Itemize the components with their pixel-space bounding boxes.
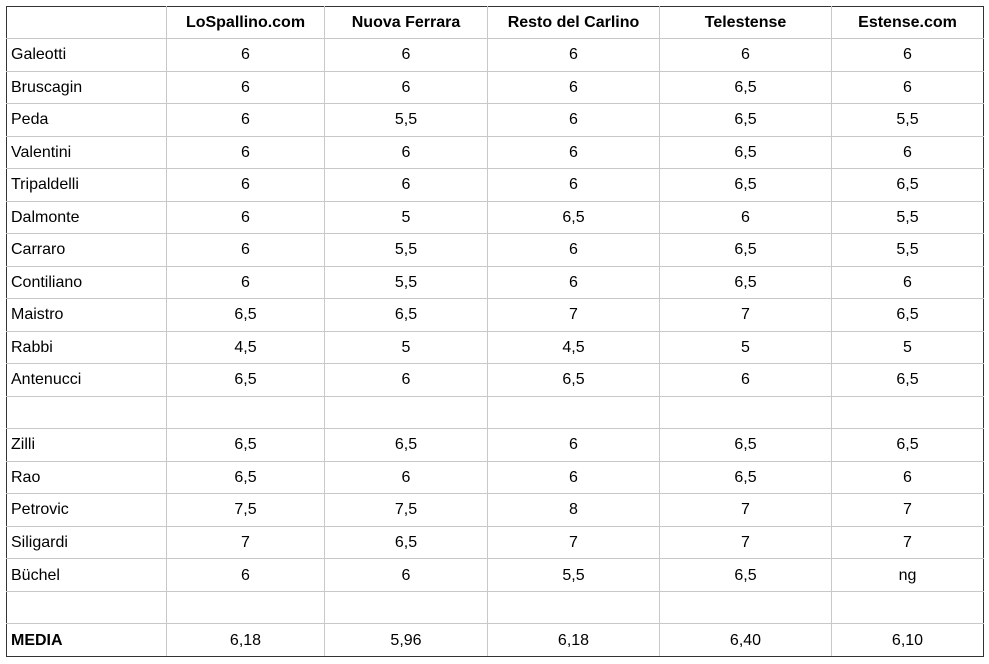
header-cell: Nuova Ferrara xyxy=(325,7,488,39)
rating-cell: 5,5 xyxy=(832,104,984,137)
table-row xyxy=(7,559,984,592)
rating-cell: 6,5 xyxy=(488,201,660,234)
player-name-cell: Dalmonte xyxy=(7,201,167,234)
rating-cell: 6 xyxy=(167,559,325,592)
rating-cell xyxy=(167,591,325,624)
table-row xyxy=(7,201,984,234)
rating-cell: 6 xyxy=(325,39,488,72)
rating-cell xyxy=(660,396,832,429)
rating-cell: 6,5 xyxy=(660,461,832,494)
table-row xyxy=(7,526,984,559)
rating-cell: 7 xyxy=(660,526,832,559)
header-cell: LoSpallino.com xyxy=(167,7,325,39)
rating-cell: 6 xyxy=(488,234,660,267)
rating-cell xyxy=(832,591,984,624)
rating-cell: 7 xyxy=(167,526,325,559)
player-name-cell: Valentini xyxy=(7,136,167,169)
rating-cell xyxy=(488,396,660,429)
rating-cell: 6 xyxy=(832,461,984,494)
rating-cell: 6,5 xyxy=(325,526,488,559)
rating-cell: 6 xyxy=(325,559,488,592)
rating-cell: 6 xyxy=(167,136,325,169)
table-row xyxy=(7,429,984,462)
table-row xyxy=(7,136,984,169)
average-row xyxy=(7,624,984,657)
rating-cell: 6,10 xyxy=(832,624,984,657)
player-name-cell: Rao xyxy=(7,461,167,494)
rating-cell: 6 xyxy=(488,169,660,202)
rating-cell: 6,18 xyxy=(167,624,325,657)
rating-cell: 6 xyxy=(488,104,660,137)
rating-cell: 6 xyxy=(325,461,488,494)
rating-cell xyxy=(325,396,488,429)
player-name-cell: Maistro xyxy=(7,299,167,332)
rating-cell: 6,5 xyxy=(660,559,832,592)
table-row xyxy=(7,104,984,137)
rating-cell: 5 xyxy=(660,331,832,364)
player-name-cell: MEDIA xyxy=(7,624,167,657)
rating-cell: 6,5 xyxy=(660,266,832,299)
rating-cell: 6 xyxy=(167,169,325,202)
player-name-cell: Antenucci xyxy=(7,364,167,397)
rating-cell: 6 xyxy=(325,136,488,169)
rating-cell xyxy=(832,396,984,429)
rating-cell: 6 xyxy=(660,201,832,234)
rating-cell: 4,5 xyxy=(167,331,325,364)
player-name-cell: Peda xyxy=(7,104,167,137)
rating-cell: 6,18 xyxy=(488,624,660,657)
rating-cell: 5,5 xyxy=(832,201,984,234)
rating-cell: 6,5 xyxy=(167,364,325,397)
player-name-cell: Contiliano xyxy=(7,266,167,299)
player-name-cell: Rabbi xyxy=(7,331,167,364)
rating-cell xyxy=(488,591,660,624)
rating-cell: 6 xyxy=(167,201,325,234)
table-row xyxy=(7,299,984,332)
rating-cell: 4,5 xyxy=(488,331,660,364)
rating-cell: 6,5 xyxy=(325,429,488,462)
table-row xyxy=(7,461,984,494)
rating-cell: 5,5 xyxy=(488,559,660,592)
table-row xyxy=(7,234,984,267)
rating-cell: 7 xyxy=(488,299,660,332)
rating-cell: 5 xyxy=(325,331,488,364)
rating-cell: 7 xyxy=(832,526,984,559)
rating-cell: 6 xyxy=(488,429,660,462)
rating-cell: 6,40 xyxy=(660,624,832,657)
rating-cell: 6 xyxy=(832,39,984,72)
rating-cell: 6,5 xyxy=(660,136,832,169)
player-name-cell: Siligardi xyxy=(7,526,167,559)
rating-cell: 5 xyxy=(325,201,488,234)
rating-cell: 6 xyxy=(325,71,488,104)
table-row xyxy=(7,71,984,104)
table-row xyxy=(7,364,984,397)
rating-cell: 7 xyxy=(488,526,660,559)
table-row xyxy=(7,39,984,72)
player-name-cell: Galeotti xyxy=(7,39,167,72)
rating-cell: 6,5 xyxy=(325,299,488,332)
rating-cell: 6 xyxy=(167,234,325,267)
rating-cell: 6 xyxy=(167,104,325,137)
rating-cell: 6 xyxy=(488,71,660,104)
rating-cell: 6,5 xyxy=(660,104,832,137)
header-cell: Telestense xyxy=(660,7,832,39)
rating-cell: 6 xyxy=(167,266,325,299)
rating-cell: 6,5 xyxy=(660,71,832,104)
rating-cell: 6 xyxy=(832,266,984,299)
rating-cell: 6 xyxy=(325,364,488,397)
rating-cell: 6 xyxy=(488,136,660,169)
player-name-cell: Tripaldelli xyxy=(7,169,167,202)
player-name-cell: Bruscagin xyxy=(7,71,167,104)
rating-cell: 5,5 xyxy=(325,234,488,267)
rating-cell: 6 xyxy=(660,39,832,72)
table-body xyxy=(7,39,984,657)
table-row xyxy=(7,396,984,429)
rating-cell: 5 xyxy=(832,331,984,364)
rating-cell: 6 xyxy=(488,39,660,72)
rating-cell: 6,5 xyxy=(832,364,984,397)
rating-cell: 7,5 xyxy=(325,494,488,527)
rating-cell: 7,5 xyxy=(167,494,325,527)
player-name-cell xyxy=(7,396,167,429)
rating-cell: 6,5 xyxy=(167,429,325,462)
rating-cell: 6 xyxy=(488,266,660,299)
rating-cell: 5,96 xyxy=(325,624,488,657)
rating-cell xyxy=(167,396,325,429)
rating-cell: 7 xyxy=(660,299,832,332)
rating-cell: 6 xyxy=(167,39,325,72)
rating-cell: 5,5 xyxy=(325,104,488,137)
rating-cell: 5,5 xyxy=(832,234,984,267)
rating-cell: 6,5 xyxy=(167,461,325,494)
rating-cell: ng xyxy=(832,559,984,592)
header-cell xyxy=(7,7,167,39)
rating-cell: 6,5 xyxy=(660,169,832,202)
rating-cell: 6 xyxy=(660,364,832,397)
rating-cell: 6,5 xyxy=(832,299,984,332)
table-row xyxy=(7,494,984,527)
header-row xyxy=(7,7,984,39)
rating-cell: 6 xyxy=(167,71,325,104)
table-row xyxy=(7,169,984,202)
rating-cell: 6 xyxy=(832,71,984,104)
table-row xyxy=(7,331,984,364)
rating-cell xyxy=(660,591,832,624)
player-name-cell: Petrovic xyxy=(7,494,167,527)
rating-cell: 6,5 xyxy=(167,299,325,332)
rating-cell: 6,5 xyxy=(660,429,832,462)
rating-cell: 5,5 xyxy=(325,266,488,299)
rating-cell: 6 xyxy=(488,461,660,494)
rating-cell: 6,5 xyxy=(832,429,984,462)
player-name-cell: Carraro xyxy=(7,234,167,267)
player-name-cell: Zilli xyxy=(7,429,167,462)
rating-cell: 7 xyxy=(832,494,984,527)
header-cell: Estense.com xyxy=(832,7,984,39)
rating-cell: 6 xyxy=(832,136,984,169)
table-row xyxy=(7,591,984,624)
rating-cell xyxy=(325,591,488,624)
rating-cell: 6 xyxy=(325,169,488,202)
rating-cell: 7 xyxy=(660,494,832,527)
ratings-table xyxy=(6,6,984,657)
rating-cell: 6,5 xyxy=(488,364,660,397)
player-name-cell xyxy=(7,591,167,624)
rating-cell: 8 xyxy=(488,494,660,527)
rating-cell: 6,5 xyxy=(832,169,984,202)
player-name-cell: Büchel xyxy=(7,559,167,592)
header-cell: Resto del Carlino xyxy=(488,7,660,39)
rating-cell: 6,5 xyxy=(660,234,832,267)
table-row xyxy=(7,266,984,299)
